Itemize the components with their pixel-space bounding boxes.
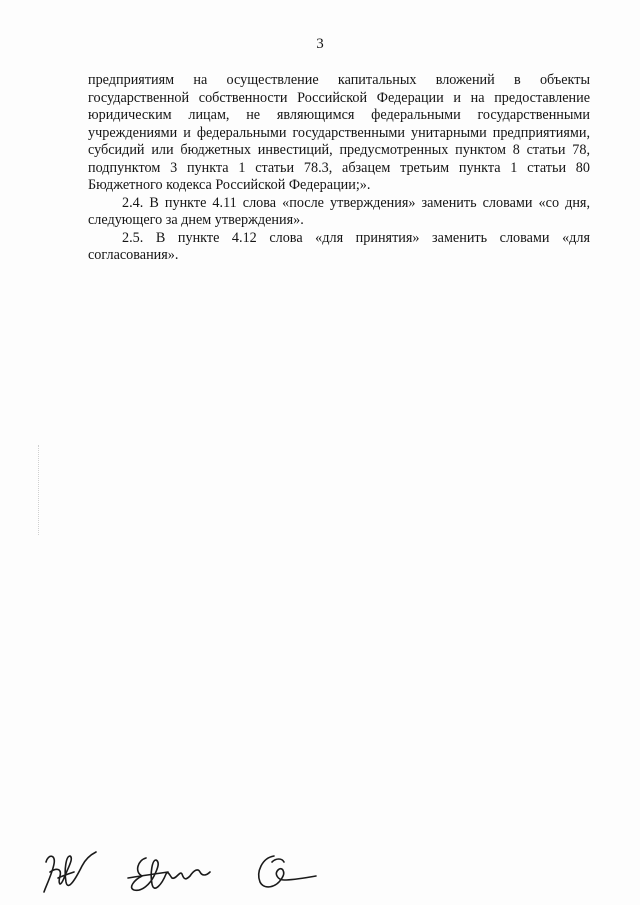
paragraph-item-2-5: 2.5. В пункте 4.12 слова «для принятия» заменить словами «для согласования». bbox=[88, 229, 590, 263]
scan-margin-mark bbox=[38, 445, 40, 535]
initials-signature-2 bbox=[120, 850, 216, 900]
initials-signature-1 bbox=[40, 848, 102, 896]
paragraph-item-2-4: 2.4. В пункте 4.11 слова «после утверждения» заменить словами «со дня, следующего за днем утверждения». bbox=[88, 194, 590, 228]
page-number: 3 bbox=[316, 36, 324, 52]
initials-signature-3 bbox=[252, 848, 322, 896]
document-body bbox=[88, 72, 590, 265]
paragraph-continuation: предприятиям на осуществление капитальных вложений в объекты государственной собственности Российской Федерации и на предоставление юридическим лицам, не являющимся федеральными государственными учреждениями и федеральными государственными унитарными предприятиями, субсидий или бюджетных инвестиций, предусмотренных пунктом 8 статьи 78, подпунктом 3 пункта 1 статьи 78.3, абзацем третьим пункта 1 статьи 80 Бюджетного кодекса Российской Федерации;». bbox=[88, 72, 590, 193]
